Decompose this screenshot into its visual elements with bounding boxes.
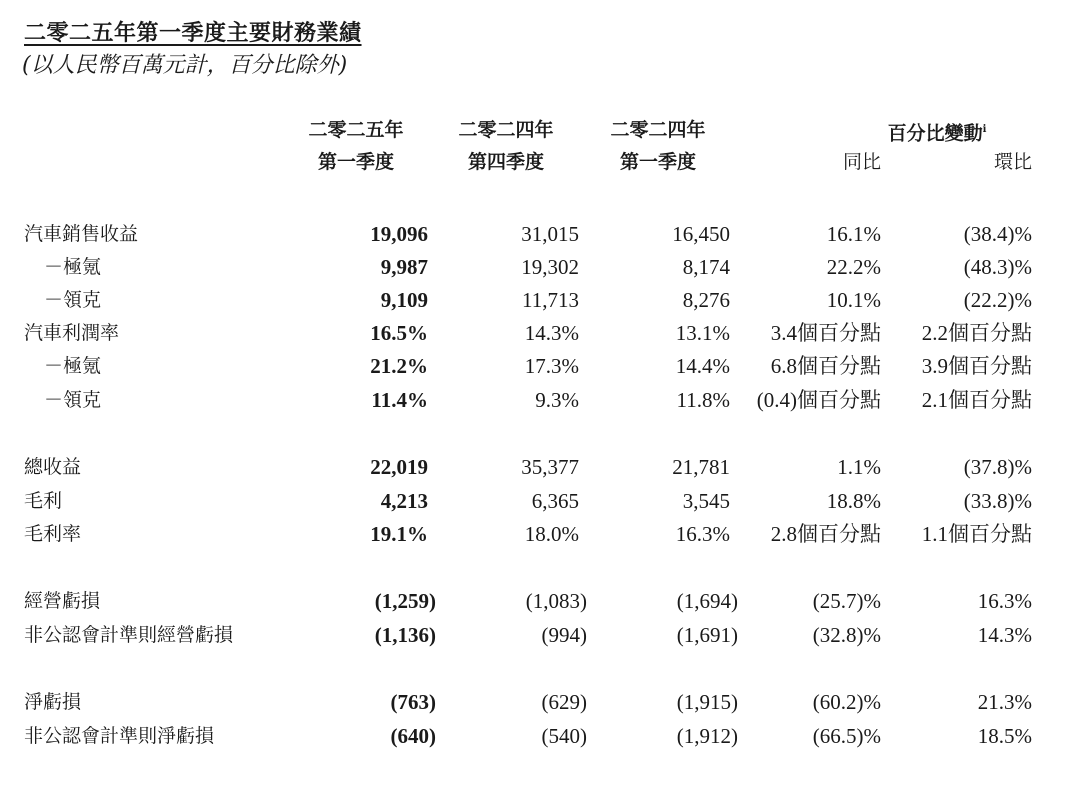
- row-label: 經營虧損: [24, 590, 101, 612]
- cell-q1-2025: 22,019: [370, 455, 428, 479]
- cell-q4-2024: 11,713: [522, 288, 579, 312]
- table-row: [0, 518, 1080, 551]
- cell-q4-2024: 35,377: [521, 455, 579, 479]
- row-label: 汽車利潤率: [24, 322, 120, 344]
- cell-q1-2024: 3,545: [682, 489, 730, 513]
- table-row: [0, 485, 1080, 518]
- cell-q4-2024: 18.0%: [524, 522, 579, 546]
- row-label: 毛利: [24, 490, 63, 512]
- cell-yoy-change: 2.8個百分點: [770, 522, 881, 546]
- header-q1-2025: 二零二五年 第一季度: [308, 119, 404, 173]
- cell-qoq-change: 1.1個百分點: [921, 522, 1032, 546]
- table-row: [0, 218, 1080, 251]
- cell-qoq-change: 16.3%: [977, 589, 1032, 613]
- table-row: [0, 585, 1080, 618]
- header-qoq: 環比: [993, 151, 1032, 173]
- cell-yoy-change: (60.2)%: [812, 690, 881, 714]
- cell-qoq-change: (38.4)%: [963, 222, 1032, 246]
- header-percentage-change: 百分比變動$^i$: [887, 122, 987, 145]
- cell-qoq-change: 14.3%: [977, 623, 1032, 647]
- cell-yoy-change: (0.4)個百分點: [756, 388, 881, 412]
- table-row: [0, 451, 1080, 484]
- cell-q4-2024: 6,365: [531, 489, 579, 513]
- cell-q1-2025: (640): [390, 724, 436, 748]
- cell-q1-2024: (1,912): [676, 724, 738, 748]
- cell-q4-2024: (540): [541, 724, 587, 748]
- cell-qoq-change: (33.8)%: [963, 489, 1032, 513]
- cell-q1-2025: (1,259): [374, 589, 436, 613]
- cell-q1-2024: 8,276: [682, 288, 730, 312]
- cell-q1-2025: 19.1%: [370, 522, 428, 546]
- cell-q1-2024: 14.4%: [675, 354, 730, 378]
- table-row: [0, 686, 1080, 719]
- cell-q1-2024: 16,450: [672, 222, 730, 246]
- cell-q4-2024: 31,015: [521, 222, 579, 246]
- cell-yoy-change: (25.7)%: [812, 589, 881, 613]
- table-row: [0, 251, 1080, 284]
- document-title: 二零二五年第一季度主要財務業績: [24, 20, 362, 46]
- cell-q4-2024: (1,083): [525, 589, 587, 613]
- cell-qoq-change: 2.1個百分點: [921, 388, 1032, 412]
- cell-qoq-change: (37.8)%: [963, 455, 1032, 479]
- header-yoy: 同比: [842, 151, 881, 173]
- cell-qoq-change: 21.3%: [977, 690, 1032, 714]
- cell-yoy-change: 10.1%: [826, 288, 881, 312]
- cell-qoq-change: (48.3)%: [963, 255, 1032, 279]
- table-row: [0, 350, 1080, 383]
- cell-yoy-change: 18.8%: [826, 489, 881, 513]
- cell-q1-2025: 9,987: [380, 255, 428, 279]
- table-row: [0, 384, 1080, 417]
- cell-yoy-change: 1.1%: [837, 455, 881, 479]
- cell-qoq-change: 2.2個百分點: [921, 321, 1032, 345]
- row-label: 非公認會計準則淨虧損: [24, 725, 215, 747]
- cell-q4-2024: (629): [541, 690, 587, 714]
- document-subtitle: (以人民幣百萬元計，百分比除外): [22, 53, 348, 78]
- row-label: －極氪: [44, 256, 102, 278]
- cell-q1-2025: 11.4%: [371, 388, 428, 412]
- row-label: 總收益: [24, 456, 82, 478]
- cell-yoy-change: 6.8個百分點: [770, 354, 881, 378]
- cell-q4-2024: 14.3%: [524, 321, 579, 345]
- cell-qoq-change: 18.5%: [977, 724, 1032, 748]
- cell-q1-2024: (1,694): [676, 589, 738, 613]
- cell-yoy-change: (66.5)%: [812, 724, 881, 748]
- cell-q1-2025: (1,136): [374, 623, 436, 647]
- cell-yoy-change: (32.8)%: [812, 623, 881, 647]
- row-label: 非公認會計準則經營虧損: [24, 624, 234, 646]
- header-q1-2024: 二零二四年 第一季度: [610, 119, 706, 173]
- cell-q1-2024: (1,691): [676, 623, 738, 647]
- header-q4-2024: 二零二四年 第四季度: [458, 119, 554, 173]
- cell-q1-2025: 21.2%: [370, 354, 428, 378]
- table-row: [0, 720, 1080, 753]
- cell-q1-2025: 4,213: [380, 489, 428, 513]
- table-row: [0, 619, 1080, 652]
- cell-qoq-change: (22.2)%: [963, 288, 1032, 312]
- footnote-marker: i: [982, 124, 987, 135]
- row-label: －領克: [44, 289, 102, 311]
- cell-q1-2024: 16.3%: [675, 522, 730, 546]
- cell-q1-2025: 9,109: [380, 288, 428, 312]
- row-label: 淨虧損: [24, 691, 82, 713]
- cell-q4-2024: 17.3%: [524, 354, 579, 378]
- cell-yoy-change: 22.2%: [826, 255, 881, 279]
- cell-yoy-change: 3.4個百分點: [770, 321, 881, 345]
- row-label: －極氪: [44, 355, 102, 377]
- cell-q1-2025: (763): [390, 690, 436, 714]
- cell-q1-2024: (1,915): [676, 690, 738, 714]
- cell-q1-2024: 13.1%: [675, 321, 730, 345]
- row-label: 汽車銷售收益: [24, 223, 139, 245]
- row-label: －領克: [44, 389, 102, 411]
- table-row: [0, 284, 1080, 317]
- cell-q1-2024: 11.8%: [676, 388, 730, 412]
- cell-q4-2024: 19,302: [521, 255, 579, 279]
- cell-q4-2024: (994): [541, 623, 587, 647]
- table-row: [0, 317, 1080, 350]
- cell-yoy-change: 16.1%: [826, 222, 881, 246]
- cell-q1-2024: 21,781: [672, 455, 730, 479]
- cell-q1-2025: 19,096: [370, 222, 428, 246]
- cell-q4-2024: 9.3%: [535, 388, 579, 412]
- row-label: 毛利率: [24, 523, 82, 545]
- cell-q1-2025: 16.5%: [370, 321, 428, 345]
- cell-q1-2024: 8,174: [682, 255, 730, 279]
- cell-qoq-change: 3.9個百分點: [921, 354, 1032, 378]
